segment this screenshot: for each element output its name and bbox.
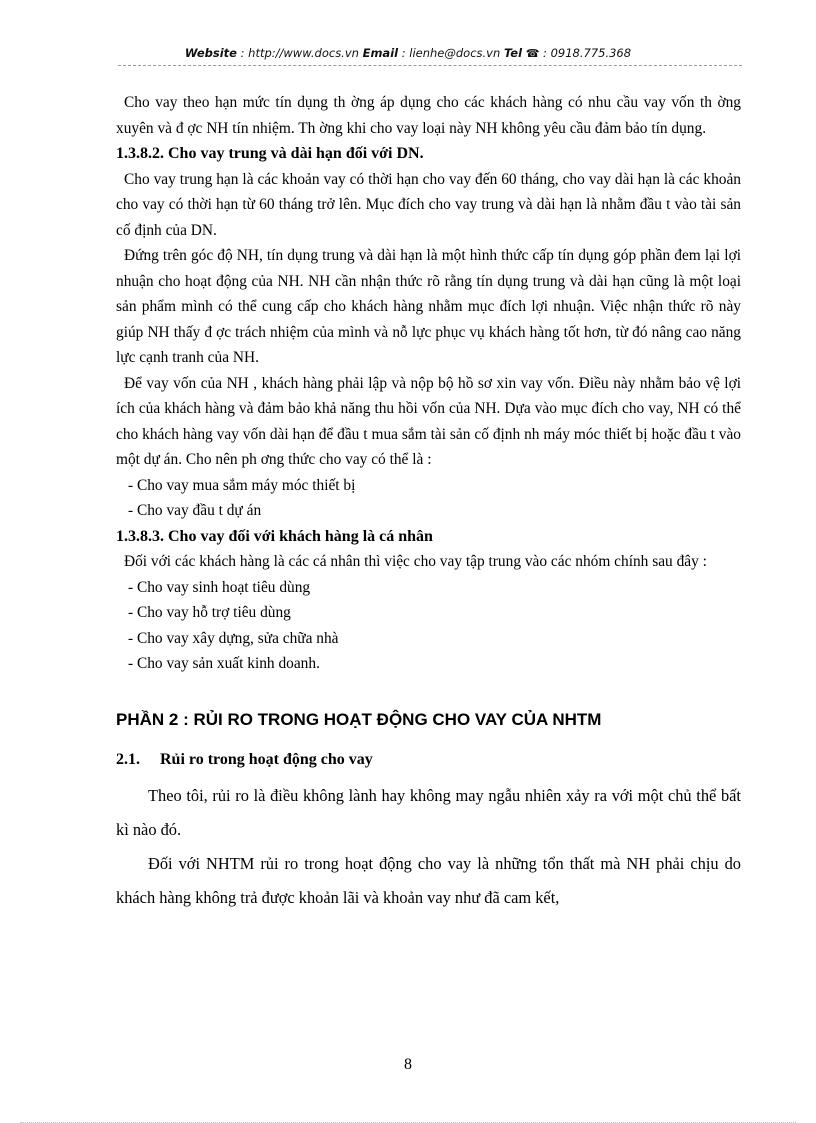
list-item: - Cho vay sản xuất kinh doanh.: [128, 655, 320, 672]
tel-value: : 0918.775.368: [539, 46, 632, 60]
list-item: - Cho vay hỗ trợ tiêu dùng: [128, 604, 291, 621]
heading-1-3-8-3: 1.3.8.3. Cho vay đối với khách hàng là cá nhân: [116, 527, 433, 545]
email-label: Email: [362, 46, 399, 60]
paragraph-bank-perspective: Đứng trên góc độ NH, tín dụng trung và dài hạn là một hình thức cấp tín dụng góp phần đem lại lợi nhuận cho hoạt động của NH. NH cần nhận thức rõ rằng tín dụng trung và dài hạn cũng là một loại sản phẩm mình có thể cung cấp cho khách hàng nhằm mục đích lợi nhuận. Việc nhận thức rõ này giúp NH thấy đ ợc trách nhiệm của mình và nỗ lực phục vụ khách hàng tốt hơn, từ đó nâng cao năng lực cạnh tranh của NH.: [116, 247, 741, 366]
paragraph-individual-customers: Đối với các khách hàng là các cá nhân thì việc cho vay tập trung vào các nhóm chính sau đây :: [124, 553, 707, 570]
phone-icon: ☎: [525, 47, 540, 60]
paragraph-loan-application: Để vay vốn của NH , khách hàng phải lập và nộp bộ hồ sơ xin vay vốn. Điều này nhằm bảo vệ lợi ích của khách hàng và đảm bảo khả năng thu hồi vốn của NH. Dựa vào mục đích cho vay, NH có thể cho khách hàng vay vốn dài hạn để đầu t mua sắm tài sản cố định nh máy móc thiết bị hoặc đầu t vào một dự án. Cho nên ph ơng thức cho vay có thể là :: [116, 374, 741, 468]
list-item: - Cho vay đầu t dự án: [128, 502, 262, 519]
page-body: [116, 90, 741, 915]
paragraph-medium-long-term: Cho vay trung hạn là các khoản vay có thời hạn cho vay đến 60 tháng, cho vay dài hạn là các khoản cho vay có thời hạn từ 60 tháng trở lên. Mục đích cho vay trung và dài hạn là nhằm đầu t vào tài sản cố định của DN.: [116, 170, 741, 239]
list-item: - Cho vay mua sắm máy móc thiết bị: [128, 476, 356, 494]
list-item: - Cho vay sinh hoạt tiêu dùng: [128, 578, 311, 596]
section-title: Rủi ro trong hoạt động cho vay: [160, 750, 373, 768]
section-number: 2.1.: [116, 750, 140, 768]
heading-2-1: [116, 747, 741, 773]
page-header: [0, 46, 816, 60]
website-label: Website: [184, 46, 237, 60]
paragraph-risk-definition: Theo tôi, rủi ro là điều không lành hay không may ngẫu nhiên xảy ra với một chủ thể bất kì nào đó.: [116, 785, 741, 839]
tel-label: Tel: [503, 46, 523, 60]
paragraph-nhtm-risk: Đối với NHTM rủi ro trong hoạt động cho vay là những tổn thất mà NH phải chịu do khách hàng không trả được khoản lãi và khoản vay như đã cam kết,: [116, 853, 741, 907]
header-divider: [118, 65, 742, 66]
list-item: - Cho vay xây dựng, sửa chữa nhà: [128, 629, 339, 647]
website-value: : http://www.docs.vn: [236, 46, 363, 60]
paragraph-intro: Cho vay theo hạn mức tín dụng th ờng áp dụng cho các khách hàng có nhu cầu vay vốn th ờng xuyên và đ ợc NH tín nhiệm. Th ờng khi cho vay loại này NH không yêu cầu đảm bảo tín dụng.: [116, 94, 741, 137]
part-2-heading: PHẦN 2 : RỦI RO TRONG HOẠT ĐỘNG CHO VAY CỦA NHTM: [116, 709, 602, 729]
page-number: 8: [404, 1056, 412, 1073]
email-value: : lienhe@docs.vn: [398, 46, 504, 60]
heading-1-3-8-2: 1.3.8.2. Cho vay trung và dài hạn đối với DN.: [116, 145, 424, 162]
